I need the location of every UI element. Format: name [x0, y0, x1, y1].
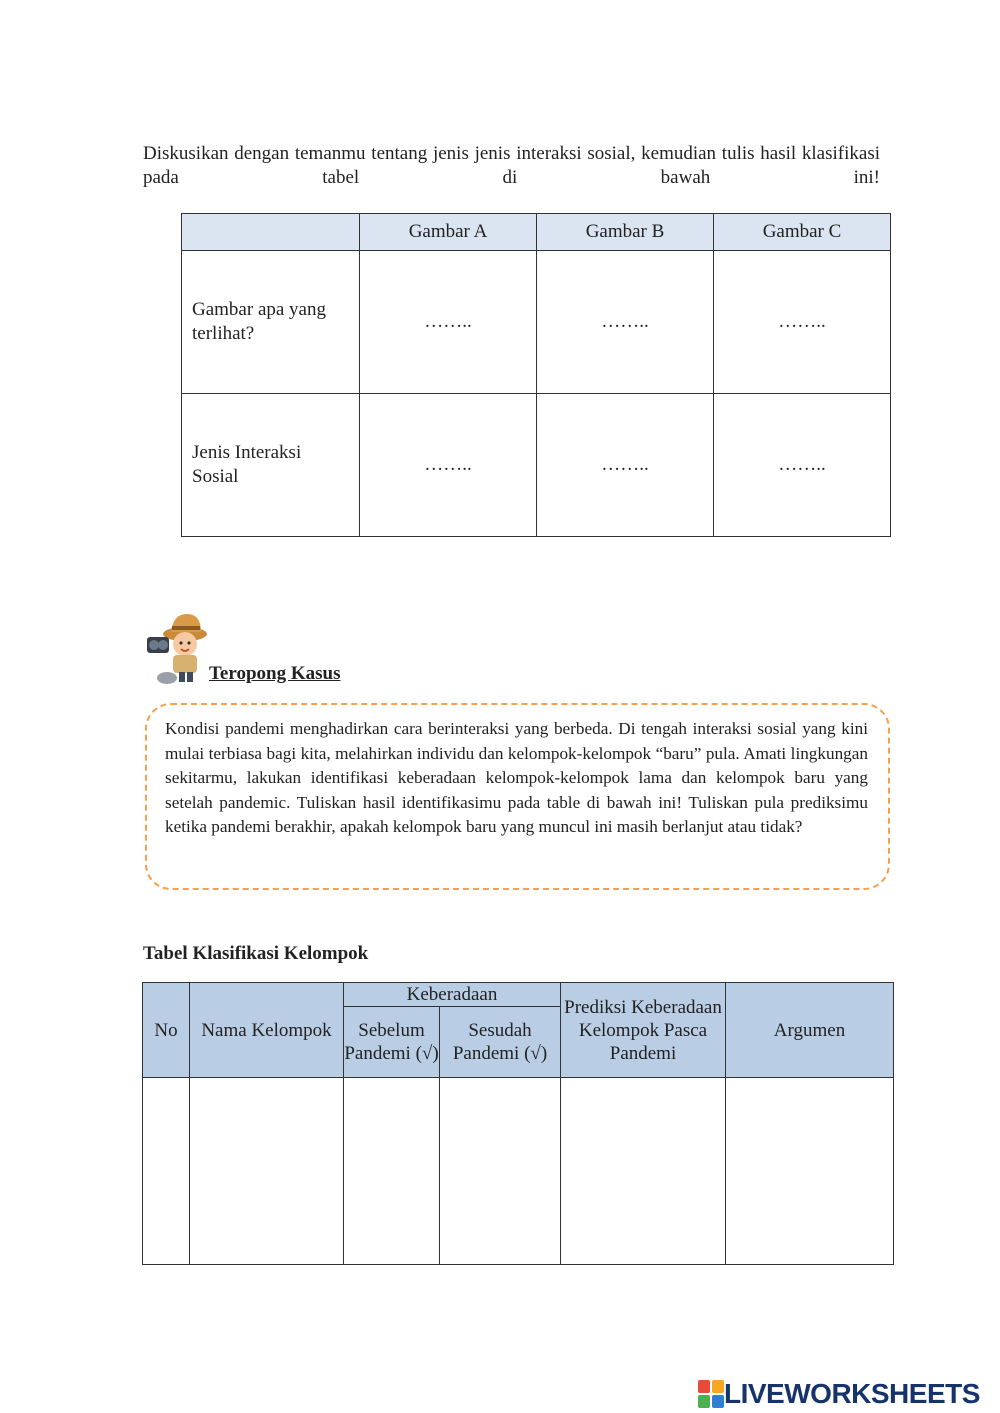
cell-nama-kelompok[interactable] — [190, 1078, 344, 1265]
interaction-table — [181, 213, 891, 537]
header-sesudah-pandemi: Sesudah Pandemi (√) — [440, 1007, 561, 1078]
cell-sebelum-pandemi[interactable] — [344, 1078, 440, 1265]
header-gambar-a: Gambar A — [360, 214, 537, 251]
header-gambar-c: Gambar C — [714, 214, 891, 251]
case-title: Teropong Kasus — [209, 663, 341, 684]
header-keberadaan: Keberadaan — [344, 983, 561, 1007]
table-header-row — [182, 214, 891, 251]
answer-blank[interactable]: …….. — [714, 394, 891, 537]
liveworksheets-logo-icon — [698, 1380, 724, 1408]
table-row — [182, 251, 891, 394]
classification-table — [142, 982, 894, 1265]
header-nama-kelompok: Nama Kelompok — [190, 983, 344, 1078]
header-gambar-b: Gambar B — [537, 214, 714, 251]
answer-blank[interactable]: …….. — [537, 251, 714, 394]
header-argumen: Argumen — [726, 983, 894, 1078]
row-label: Jenis Interaksi Sosial — [182, 394, 360, 537]
header-sebelum-pandemi: Sebelum Pandemi (√) — [344, 1007, 440, 1078]
header-prediksi: Prediksi Keberadaan Kelompok Pasca Pandemi — [561, 983, 726, 1078]
cell-sesudah-pandemi[interactable] — [440, 1078, 561, 1265]
liveworksheets-logo — [698, 1376, 980, 1412]
cell-prediksi[interactable] — [561, 1078, 726, 1265]
row-label: Gambar apa yang terlihat? — [182, 251, 360, 394]
table-row — [182, 394, 891, 537]
table-header-row — [143, 983, 894, 1007]
case-text: Kondisi pandemi menghadirkan cara berinteraksi yang berbeda. Di tengah interaksi sosial yang kini mulai terbiasa bagi kita, melahirkan individu dan kelompok-kelompok “baru” pula. Amati lingkungan sekitarmu, lakukan identifikasi keberadaan kelompok-kelompok lama dan kelompok baru yang setelah pandemic. Tuliskan hasil identifikasimu pada table di bawah ini! Tuliskan pula prediksimu ketika pandemi berakhir, apakah kelompok baru yang muncul ini masih berlanjut atau tidak? — [165, 719, 868, 837]
classification-table-title: Tabel Klasifikasi Kelompok — [143, 943, 369, 964]
answer-blank[interactable]: …….. — [714, 251, 891, 394]
answer-blank[interactable]: …….. — [360, 251, 537, 394]
explorer-mascot-icon — [141, 606, 213, 686]
table-row — [143, 1078, 894, 1265]
answer-blank[interactable]: …….. — [537, 394, 714, 537]
cell-no[interactable] — [143, 1078, 190, 1265]
cell-argumen[interactable] — [726, 1078, 894, 1265]
instruction-text: Diskusikan dengan temanmu tentang jenis jenis interaksi sosial, kemudian tulis hasil klasifikasi pada tabel di bawah ini! — [143, 143, 880, 188]
answer-blank[interactable]: …….. — [360, 394, 537, 537]
header-cell-empty — [182, 214, 360, 251]
brand-name: LIVEWORKSHEETS — [724, 1378, 980, 1409]
header-no: No — [143, 983, 190, 1078]
